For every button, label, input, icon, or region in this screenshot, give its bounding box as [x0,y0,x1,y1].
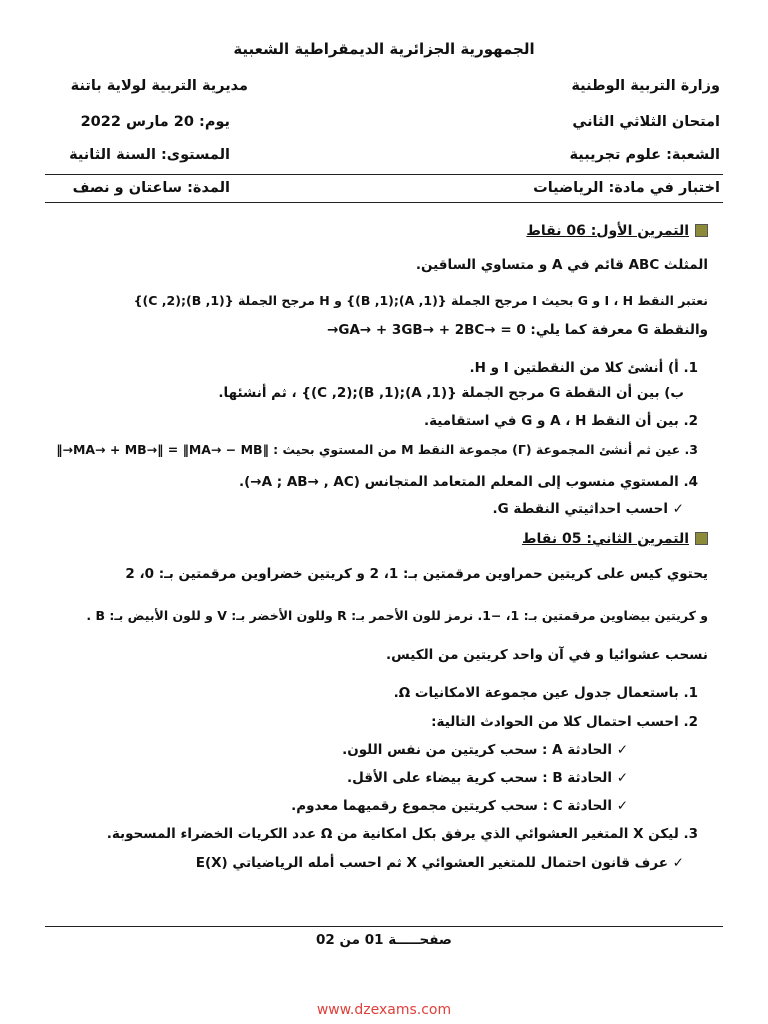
republic-title: الجمهورية الجزائرية الديمقراطية الشعبية [233,40,535,58]
ex2-line: ✓ الحادثة C : سحب كريتين مجموع رقميهما معدوم. [291,798,628,814]
directorate-label: مديرية التربية لولاية باتنة [70,78,248,94]
heading-marker-icon [695,532,708,545]
footer-divider [45,926,723,927]
level-label: المستوى: السنة الثانية [69,147,230,163]
ex2-line: و كريتين بيضاوين مرقمتين بـ: 1، −1. نرمز للون الأحمر بـ: R وللون الأخضر بـ: V و للون الأبيض بـ: B . [86,608,708,623]
ex2-line: ✓ عرف قانون احتمال للمتغير العشوائي X ثم احسب أمله الرياضياتي E(X) [195,855,684,871]
header-divider-bottom [45,202,723,203]
ex2-line: 3. ليكن X المتغير العشوائي الذي يرفق بكل امكانية من Ω عدد الكريات الخضراء المسحوبة. [106,826,698,842]
exercise1-heading [526,220,708,239]
ex2-line: ✓ الحادثة B : سحب كرية بيضاء على الأقل. [346,770,628,786]
ex1-line: المثلث ABC قائم في A و متساوي الساقين. [415,257,708,273]
ministry-label: وزارة التربية الوطنية [571,78,720,94]
subject-label: اختبار في مادة: الرياضيات [533,180,720,196]
exam-label: امتحان الثلاثي الثاني [572,114,720,130]
ex1-line: 2. بين أن النقط A ، H و G في استقامية. [423,413,698,429]
exercise1-heading-text: التمرين الأول: 06 نقاط [526,223,689,239]
heading-marker-icon [695,224,708,237]
ex1-line: 1. أ) أنشئ كلا من النقطتين I و H. [469,360,698,376]
ex2-line: 1. باستعمال جدول عين مجموعة الامكانيات Ω. [393,685,698,701]
watermark-link[interactable]: www.dzexams.com [316,1002,452,1018]
ex2-line: نسحب عشوائيا و في آن واحد كريتين من الكيس. [386,647,708,663]
duration-label: المدة: ساعتان و نصف [72,180,230,196]
ex2-line: ✓ الحادثة A : سحب كريتين من نفس اللون. [342,742,628,758]
ex2-line: يحتوي كيس على كريتين حمراوين مرقمتين بـ: 1، 2 و كريتين خضراوين مرقمتين بـ: 0، 2 [125,566,708,582]
header-divider-top [45,174,723,175]
exercise2-heading [522,528,708,547]
exercise2-heading-text: التمرين الثاني: 05 نقاط [521,531,689,547]
page-number: صفحـــــة 01 من 02 [316,932,452,948]
branch-label: الشعبة: علوم تجريبية [569,147,720,163]
ex1-line: ب) بين أن النقطة G مرجح الجملة {(A ,1);(B ,1);(C ,2)} ، ثم أنشئها. [218,385,684,401]
ex2-line: 2. احسب احتمال كلا من الحوادث التالية: [431,714,698,730]
date-label: يوم: 20 مارس 2022 [80,114,230,130]
ex1-line: 4. المستوي منسوب إلى المعلم المتعامد المتجانس (A ; AB→ , AC→). [238,474,698,490]
ex1-line: والنقطة G معرفة كما يلي: GA→ + 3GB→ + 2BC→ = 0→ [327,322,708,338]
ex1-line: 3. عين ثم أنشئ المجموعة (Γ) مجموعة النقط M من المستوي بحيث : ‖MA→ + MB→‖ = ‖MA→ − MB→‖ [56,442,698,457]
ex1-line: ✓ احسب احداثيتي النقطة G. [492,501,684,517]
ex1-line: نعتبر النقط I ، H و G بحيث I مرجح الجملة {(A ,1);(B ,1)} و H مرجح الجملة {(B ,1);(C ,2)} [133,293,708,308]
